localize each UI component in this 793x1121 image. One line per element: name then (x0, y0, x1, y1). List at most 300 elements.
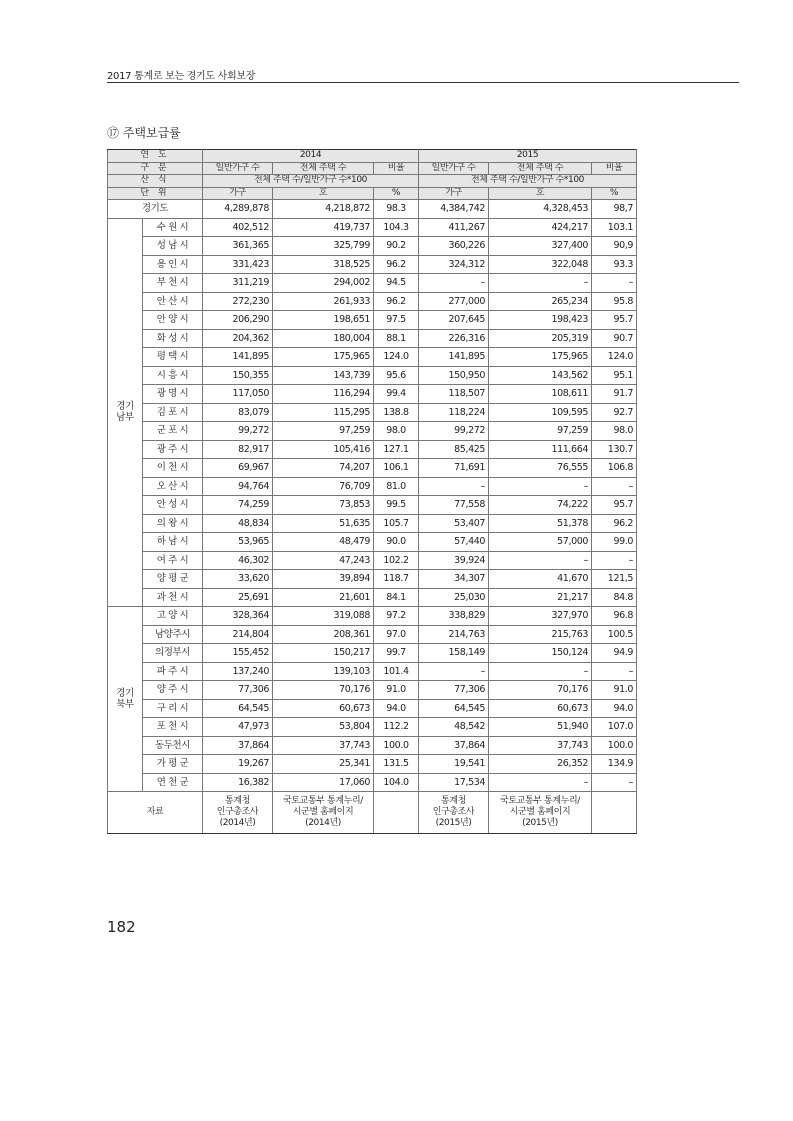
ratio-2015: – (592, 274, 637, 293)
formula-2014: 전체 주택 수/일반가구 수*100 (203, 175, 419, 188)
ratio-2014: 102.2 (374, 551, 419, 570)
ratio-2015: 121,5 (592, 570, 637, 589)
households-2015: 57,440 (419, 533, 489, 552)
source-line: 국토교통부 통계누리/ (500, 796, 580, 806)
houses-2014: 318,525 (273, 255, 374, 274)
table-row (108, 644, 637, 663)
source-2015-houses (489, 792, 592, 834)
page-number: 182 (107, 918, 136, 936)
households-2014: 150,355 (203, 366, 273, 385)
houses-2014: 37,743 (273, 736, 374, 755)
source-line: 인구총조사 (216, 807, 259, 817)
header-row-formula (108, 175, 637, 188)
source-2014-households (203, 792, 273, 834)
ratio-2015: 96.8 (592, 607, 637, 626)
source-2014-houses (273, 792, 374, 834)
ratio-2015: 98.0 (592, 422, 637, 441)
ratio-2014: 95.6 (374, 366, 419, 385)
formula-label: 산 식 (108, 175, 203, 188)
households-2014-header: 일반가구 수 (203, 162, 273, 175)
table-row (108, 588, 637, 607)
houses-2015: 41,670 (489, 570, 592, 589)
table-row (108, 607, 637, 626)
ratio-2014: 131.5 (374, 755, 419, 774)
unit-hh-2015: 가구 (419, 187, 489, 200)
households-2015: 85,425 (419, 440, 489, 459)
table-row (108, 348, 637, 367)
region-name: 광 명 시 (143, 385, 203, 404)
table-row (108, 699, 637, 718)
ratio-2014: 124.0 (374, 348, 419, 367)
households-2015: 150,950 (419, 366, 489, 385)
households-2014: 33,620 (203, 570, 273, 589)
households-2015-header: 일반가구 수 (419, 162, 489, 175)
houses-2014: 4,218,872 (273, 200, 374, 219)
households-2014: 47,973 (203, 718, 273, 737)
region-name: 가 평 군 (143, 755, 203, 774)
table-row (108, 570, 637, 589)
households-2015: 226,316 (419, 329, 489, 348)
ratio-2015-header: 비율 (592, 162, 637, 175)
ratio-2014: 112.2 (374, 718, 419, 737)
ratio-2014: 91.0 (374, 681, 419, 700)
table-row (108, 496, 637, 515)
households-2014: 137,240 (203, 662, 273, 681)
households-2015: 19,541 (419, 755, 489, 774)
total-row (108, 200, 637, 219)
region-name: 동두천시 (143, 736, 203, 755)
households-2015: 34,307 (419, 570, 489, 589)
ratio-2014: 97.5 (374, 311, 419, 330)
housing-supply-table (107, 149, 637, 834)
households-2015: – (419, 477, 489, 496)
ratio-2015: 106.8 (592, 459, 637, 478)
table-row (108, 773, 637, 792)
houses-2015: 70,176 (489, 681, 592, 700)
houses-2015: – (489, 551, 592, 570)
ratio-2014: 98.0 (374, 422, 419, 441)
households-2014: 83,079 (203, 403, 273, 422)
houses-2015: 111,664 (489, 440, 592, 459)
table-row (108, 477, 637, 496)
houses-2014: 175,965 (273, 348, 374, 367)
houses-2015: 26,352 (489, 755, 592, 774)
region-name: 하 남 시 (143, 533, 203, 552)
ratio-2014: 99.4 (374, 385, 419, 404)
households-2014: 402,512 (203, 218, 273, 237)
houses-2014: 139,103 (273, 662, 374, 681)
houses-2014: 25,341 (273, 755, 374, 774)
south-region-label: 경기 남부 (108, 218, 143, 607)
households-2014: 206,290 (203, 311, 273, 330)
ratio-2014: 138.8 (374, 403, 419, 422)
table-row (108, 718, 637, 737)
ratio-2015: 90,9 (592, 237, 637, 256)
ratio-2014: 94.0 (374, 699, 419, 718)
ratio-2015: – (592, 551, 637, 570)
houses-2015-header: 전체 주택 수 (489, 162, 592, 175)
ratio-2014: 104.3 (374, 218, 419, 237)
houses-2015: 424,217 (489, 218, 592, 237)
ratio-2015: – (592, 773, 637, 792)
unit-label: 단 위 (108, 187, 203, 200)
households-2015: 338,829 (419, 607, 489, 626)
table-row (108, 329, 637, 348)
ratio-2015: 94.9 (592, 644, 637, 663)
households-2014: 69,967 (203, 459, 273, 478)
region-name: 의정부시 (143, 644, 203, 663)
households-2015: 214,763 (419, 625, 489, 644)
region-name: 부 천 시 (143, 274, 203, 293)
region-name: 포 천 시 (143, 718, 203, 737)
houses-2014: 73,853 (273, 496, 374, 515)
source-label: 자료 (146, 807, 164, 817)
ratio-2015: 92.7 (592, 403, 637, 422)
houses-2015: 76,555 (489, 459, 592, 478)
houses-2014: 51,635 (273, 514, 374, 533)
households-2015: 141,895 (419, 348, 489, 367)
households-2015: 64,545 (419, 699, 489, 718)
houses-2015: 205,319 (489, 329, 592, 348)
ratio-2014: 118.7 (374, 570, 419, 589)
ratio-2015: 107.0 (592, 718, 637, 737)
region-name: 남양주시 (143, 625, 203, 644)
region-name: 안 산 시 (143, 292, 203, 311)
ratio-2015: 98,7 (592, 200, 637, 219)
households-2015: 4,384,742 (419, 200, 489, 219)
table-row (108, 385, 637, 404)
ratio-2015: 95.8 (592, 292, 637, 311)
region-name: 여 주 시 (143, 551, 203, 570)
table-row (108, 514, 637, 533)
ratio-2015: 91.0 (592, 681, 637, 700)
ratio-2015: 130.7 (592, 440, 637, 459)
table-row (108, 625, 637, 644)
households-2015: 77,558 (419, 496, 489, 515)
households-2015: 411,267 (419, 218, 489, 237)
households-2014: 117,050 (203, 385, 273, 404)
households-2015: 48,542 (419, 718, 489, 737)
ratio-2014: 88.1 (374, 329, 419, 348)
ratio-2015: 91.7 (592, 385, 637, 404)
houses-2015: 4,328,453 (489, 200, 592, 219)
running-header: 2017 통계로 보는 경기도 사회보장 (107, 71, 256, 82)
unit-pct-2014: % (374, 187, 419, 200)
houses-2015: 265,234 (489, 292, 592, 311)
unit-pct-2015: % (592, 187, 637, 200)
ratio-2015: 95.7 (592, 496, 637, 515)
source-line: (2015년) (435, 818, 472, 828)
houses-2014: 53,804 (273, 718, 374, 737)
year-2014: 2014 (203, 150, 419, 163)
ratio-2015: 96.2 (592, 514, 637, 533)
source-label-cell (108, 792, 203, 834)
year-label: 연 도 (108, 150, 203, 163)
ratio-2015: 124.0 (592, 348, 637, 367)
table-row (108, 533, 637, 552)
houses-2015: – (489, 477, 592, 496)
households-2015: 324,312 (419, 255, 489, 274)
houses-2014: 325,799 (273, 237, 374, 256)
header-row-year (108, 150, 637, 163)
ratio-2014: 81.0 (374, 477, 419, 496)
houses-2014-header: 전체 주택 수 (273, 162, 374, 175)
households-2014: 19,267 (203, 755, 273, 774)
table-row (108, 366, 637, 385)
households-2014: 77,306 (203, 681, 273, 700)
table-row (108, 440, 637, 459)
households-2014: 82,917 (203, 440, 273, 459)
households-2015: 39,924 (419, 551, 489, 570)
ratio-2015: 95.1 (592, 366, 637, 385)
table-row (108, 422, 637, 441)
households-2015: 71,691 (419, 459, 489, 478)
households-2014: 4,289,878 (203, 200, 273, 219)
houses-2015: 60,673 (489, 699, 592, 718)
header-row-unit (108, 187, 637, 200)
houses-2015: 327,970 (489, 607, 592, 626)
ratio-2015: 94.0 (592, 699, 637, 718)
houses-2014: 319,088 (273, 607, 374, 626)
table-row (108, 218, 637, 237)
households-2014: 361,365 (203, 237, 273, 256)
ratio-2015: 100.0 (592, 736, 637, 755)
houses-2014: 294,002 (273, 274, 374, 293)
houses-2015: 327,400 (489, 237, 592, 256)
ratio-2014: 96.2 (374, 255, 419, 274)
households-2015: 360,226 (419, 237, 489, 256)
households-2014: 48,834 (203, 514, 273, 533)
table-row (108, 662, 637, 681)
region-name: 양 평 군 (143, 570, 203, 589)
households-2015: 37,864 (419, 736, 489, 755)
source-2014-ratio (374, 792, 419, 834)
households-2014: 64,545 (203, 699, 273, 718)
households-2015: 25,030 (419, 588, 489, 607)
table-row (108, 274, 637, 293)
ratio-2014: 101.4 (374, 662, 419, 681)
year-2015: 2015 (419, 150, 637, 163)
houses-2015: 175,965 (489, 348, 592, 367)
unit-house-2014: 호 (273, 187, 374, 200)
houses-2014: 47,243 (273, 551, 374, 570)
region-name: 파 주 시 (143, 662, 203, 681)
ratio-2014: 100.0 (374, 736, 419, 755)
houses-2015: 198,423 (489, 311, 592, 330)
header-row-category (108, 162, 637, 175)
houses-2015: – (489, 773, 592, 792)
ratio-2015: 103.1 (592, 218, 637, 237)
houses-2015: 109,595 (489, 403, 592, 422)
houses-2015: 322,048 (489, 255, 592, 274)
region-name: 양 주 시 (143, 681, 203, 700)
households-2015: 118,224 (419, 403, 489, 422)
source-line: 시군별 홈페이지 (292, 807, 354, 817)
region-name: 광 주 시 (143, 440, 203, 459)
source-line: (2014년) (305, 818, 341, 828)
source-line: (2015년) (522, 818, 558, 828)
houses-2015: 37,743 (489, 736, 592, 755)
unit-hh-2014: 가구 (203, 187, 273, 200)
houses-2015: 143,562 (489, 366, 592, 385)
houses-2015: 51,378 (489, 514, 592, 533)
region-name: 성 남 시 (143, 237, 203, 256)
unit-house-2015: 호 (489, 187, 592, 200)
table-row (108, 292, 637, 311)
source-line: (2014년) (219, 818, 256, 828)
region-name: 연 천 군 (143, 773, 203, 792)
header-rule-accent (245, 82, 739, 83)
houses-2015: – (489, 662, 592, 681)
houses-2015: 215,763 (489, 625, 592, 644)
households-2014: 311,219 (203, 274, 273, 293)
households-2014: 155,452 (203, 644, 273, 663)
region-name: 의 왕 시 (143, 514, 203, 533)
region-name: 안 성 시 (143, 496, 203, 515)
houses-2014: 21,601 (273, 588, 374, 607)
table-row (108, 459, 637, 478)
households-2014: 204,362 (203, 329, 273, 348)
region-name: 과 천 시 (143, 588, 203, 607)
region-name: 이 천 시 (143, 459, 203, 478)
region-name: 군 포 시 (143, 422, 203, 441)
ratio-2014: 84.1 (374, 588, 419, 607)
households-2015: 77,306 (419, 681, 489, 700)
ratio-2014: 98.3 (374, 200, 419, 219)
houses-2014: 74,207 (273, 459, 374, 478)
ratio-2015: – (592, 662, 637, 681)
table-row (108, 255, 637, 274)
households-2015: 53,407 (419, 514, 489, 533)
region-name: 화 성 시 (143, 329, 203, 348)
houses-2015: 57,000 (489, 533, 592, 552)
houses-2015: 150,124 (489, 644, 592, 663)
houses-2014: 180,004 (273, 329, 374, 348)
table-row (108, 237, 637, 256)
households-2015: 17,534 (419, 773, 489, 792)
ratio-2014: 99.7 (374, 644, 419, 663)
households-2015: 207,645 (419, 311, 489, 330)
ratio-2015: – (592, 477, 637, 496)
houses-2014: 97,259 (273, 422, 374, 441)
ratio-2014: 90.2 (374, 237, 419, 256)
region-name: 오 산 시 (143, 477, 203, 496)
table-row (108, 403, 637, 422)
table-row (108, 736, 637, 755)
households-2014: 94,764 (203, 477, 273, 496)
source-line: 인구총조사 (432, 807, 475, 817)
region-name: 고 양 시 (143, 607, 203, 626)
ratio-2014: 106.1 (374, 459, 419, 478)
households-2014: 141,895 (203, 348, 273, 367)
households-2015: 118,507 (419, 385, 489, 404)
houses-2014: 143,739 (273, 366, 374, 385)
houses-2014: 48,479 (273, 533, 374, 552)
houses-2014: 115,295 (273, 403, 374, 422)
houses-2014: 76,709 (273, 477, 374, 496)
region-name: 경기도 (108, 200, 203, 219)
households-2014: 74,259 (203, 496, 273, 515)
households-2014: 328,364 (203, 607, 273, 626)
households-2014: 272,230 (203, 292, 273, 311)
houses-2015: 51,940 (489, 718, 592, 737)
region-name: 평 택 시 (143, 348, 203, 367)
region-name: 용 인 시 (143, 255, 203, 274)
households-2015: – (419, 662, 489, 681)
houses-2015: – (489, 274, 592, 293)
region-name: 시 흥 시 (143, 366, 203, 385)
houses-2015: 108,611 (489, 385, 592, 404)
houses-2014: 116,294 (273, 385, 374, 404)
households-2015: 99,272 (419, 422, 489, 441)
houses-2015: 74,222 (489, 496, 592, 515)
source-line: 통계청 (441, 796, 466, 806)
houses-2015: 97,259 (489, 422, 592, 441)
ratio-2015: 99.0 (592, 533, 637, 552)
households-2015: – (419, 274, 489, 293)
houses-2014: 208,361 (273, 625, 374, 644)
region-name: 구 리 시 (143, 699, 203, 718)
source-line: 시군별 홈페이지 (509, 807, 571, 817)
houses-2014: 17,060 (273, 773, 374, 792)
category-label: 구 분 (108, 162, 203, 175)
houses-2014: 198,651 (273, 311, 374, 330)
north-region-label: 경기 북부 (108, 607, 143, 792)
ratio-2014: 97.2 (374, 607, 419, 626)
source-line: 통계청 (225, 796, 250, 806)
households-2014: 37,864 (203, 736, 273, 755)
households-2014: 214,804 (203, 625, 273, 644)
houses-2015: 21,217 (489, 588, 592, 607)
ratio-2015: 84.8 (592, 588, 637, 607)
houses-2014: 70,176 (273, 681, 374, 700)
table-row (108, 311, 637, 330)
houses-2014: 261,933 (273, 292, 374, 311)
section-title: ⑰ 주택보급률 (107, 126, 181, 140)
region-name: 수 원 시 (143, 218, 203, 237)
ratio-2014: 94.5 (374, 274, 419, 293)
ratio-2015: 134.9 (592, 755, 637, 774)
table-row (108, 681, 637, 700)
ratio-2014: 99.5 (374, 496, 419, 515)
houses-2014: 60,673 (273, 699, 374, 718)
table-row (108, 551, 637, 570)
ratio-2015: 100.5 (592, 625, 637, 644)
ratio-2015: 93.3 (592, 255, 637, 274)
households-2014: 16,382 (203, 773, 273, 792)
houses-2014: 39,894 (273, 570, 374, 589)
ratio-2015: 95.7 (592, 311, 637, 330)
ratio-2015: 90.7 (592, 329, 637, 348)
houses-2014: 105,416 (273, 440, 374, 459)
source-2015-ratio (592, 792, 637, 834)
households-2015: 277,000 (419, 292, 489, 311)
households-2014: 99,272 (203, 422, 273, 441)
formula-2015: 전체 주택 수/일반가구 수*100 (419, 175, 637, 188)
houses-2014: 419,737 (273, 218, 374, 237)
region-name: 안 양 시 (143, 311, 203, 330)
ratio-2014: 96.2 (374, 292, 419, 311)
source-2015-households (419, 792, 489, 834)
ratio-2014: 90.0 (374, 533, 419, 552)
source-row (108, 792, 637, 834)
ratio-2014-header: 비율 (374, 162, 419, 175)
households-2015: 158,149 (419, 644, 489, 663)
region-name: 김 포 시 (143, 403, 203, 422)
households-2014: 46,302 (203, 551, 273, 570)
ratio-2014: 127.1 (374, 440, 419, 459)
households-2014: 25,691 (203, 588, 273, 607)
